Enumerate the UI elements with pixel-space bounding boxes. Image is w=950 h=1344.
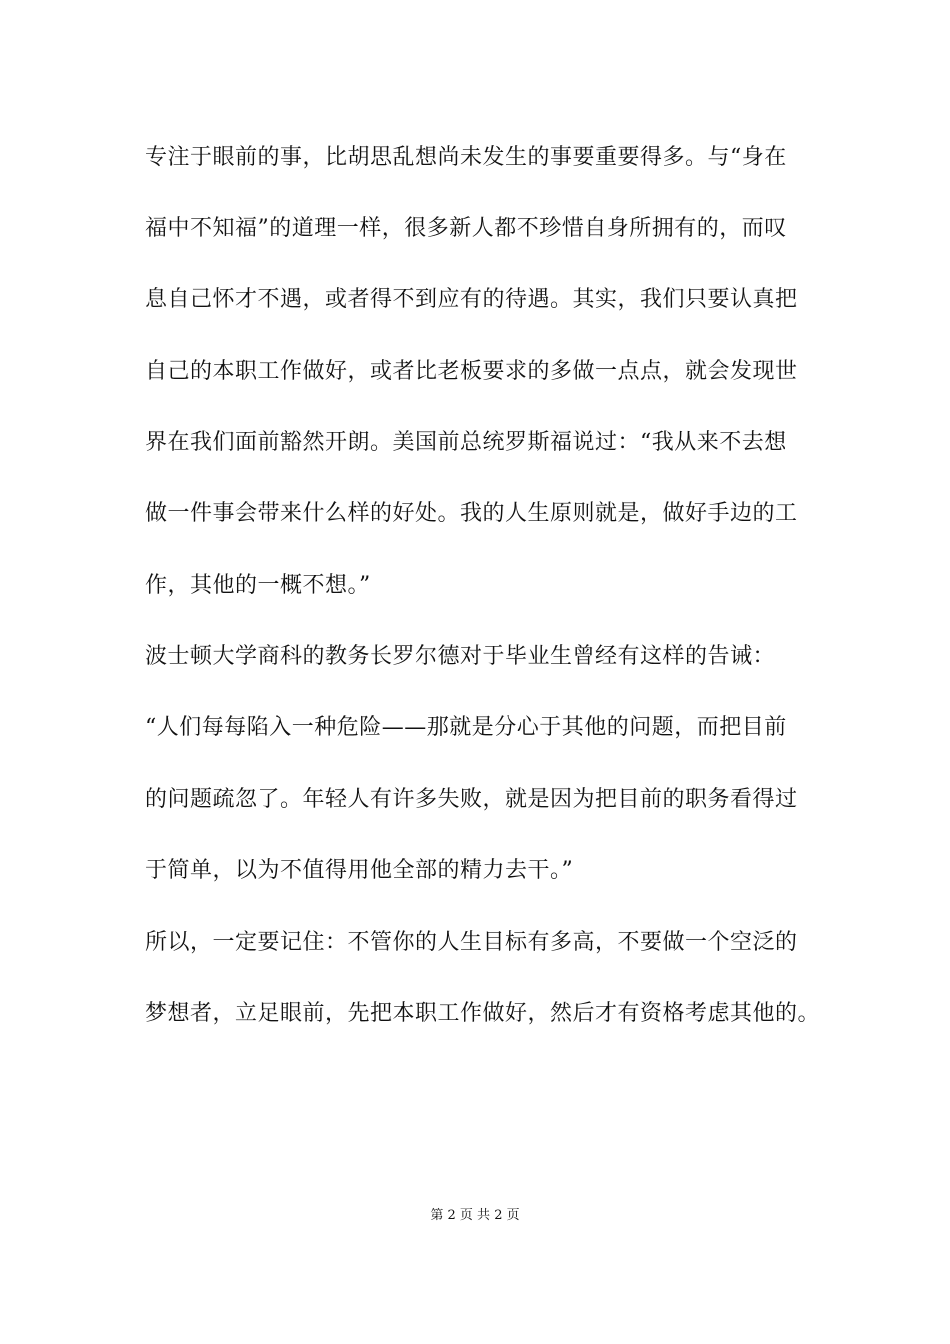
paragraph-line: 做一件事会带来什么样的好处。我的人生原则就是，做好手边的工 — [145, 501, 798, 526]
paragraph-line: 专注于眼前的事，比胡思乱想尚未发生的事要重要得多。与“身在 — [145, 145, 787, 170]
paragraph-line: 于简单，以为不值得用他全部的精力去干。” — [145, 858, 574, 883]
paragraph-line: 息自己怀才不遇，或者得不到应有的待遇。其实，我们只要认真把 — [145, 287, 798, 312]
paragraph-line: 的问题疏忽了。年轻人有许多失败，就是因为把目前的职务看得过 — [145, 787, 798, 812]
paragraph-line: 梦想者，立足眼前，先把本职工作做好，然后才有资格考虑其他的。 — [145, 1001, 821, 1026]
paragraph-line: 界在我们面前豁然开朗。美国前总统罗斯福说过：“我从来不去想 — [145, 430, 787, 455]
paragraph-line: 作，其他的一概不想。” — [145, 573, 371, 598]
page-number: 第 2 页 共 2 页 — [430, 1208, 520, 1223]
paragraph-line: 所以，一定要记住：不管你的人生目标有多高，不要做一个空泛的 — [145, 930, 798, 955]
paragraph-line: 福中不知福”的道理一样，很多新人都不珍惜自身所拥有的，而叹 — [145, 216, 787, 241]
paragraph-line: 波士顿大学商科的教务长罗尔德对于毕业生曾经有这样的告诫： — [145, 644, 776, 669]
paragraph-line: “人们每每陷入一种危险——那就是分心于其他的问题，而把目前 — [145, 715, 787, 740]
paragraph-line: 自己的本职工作做好，或者比老板要求的多做一点点，就会发现世 — [145, 359, 798, 384]
